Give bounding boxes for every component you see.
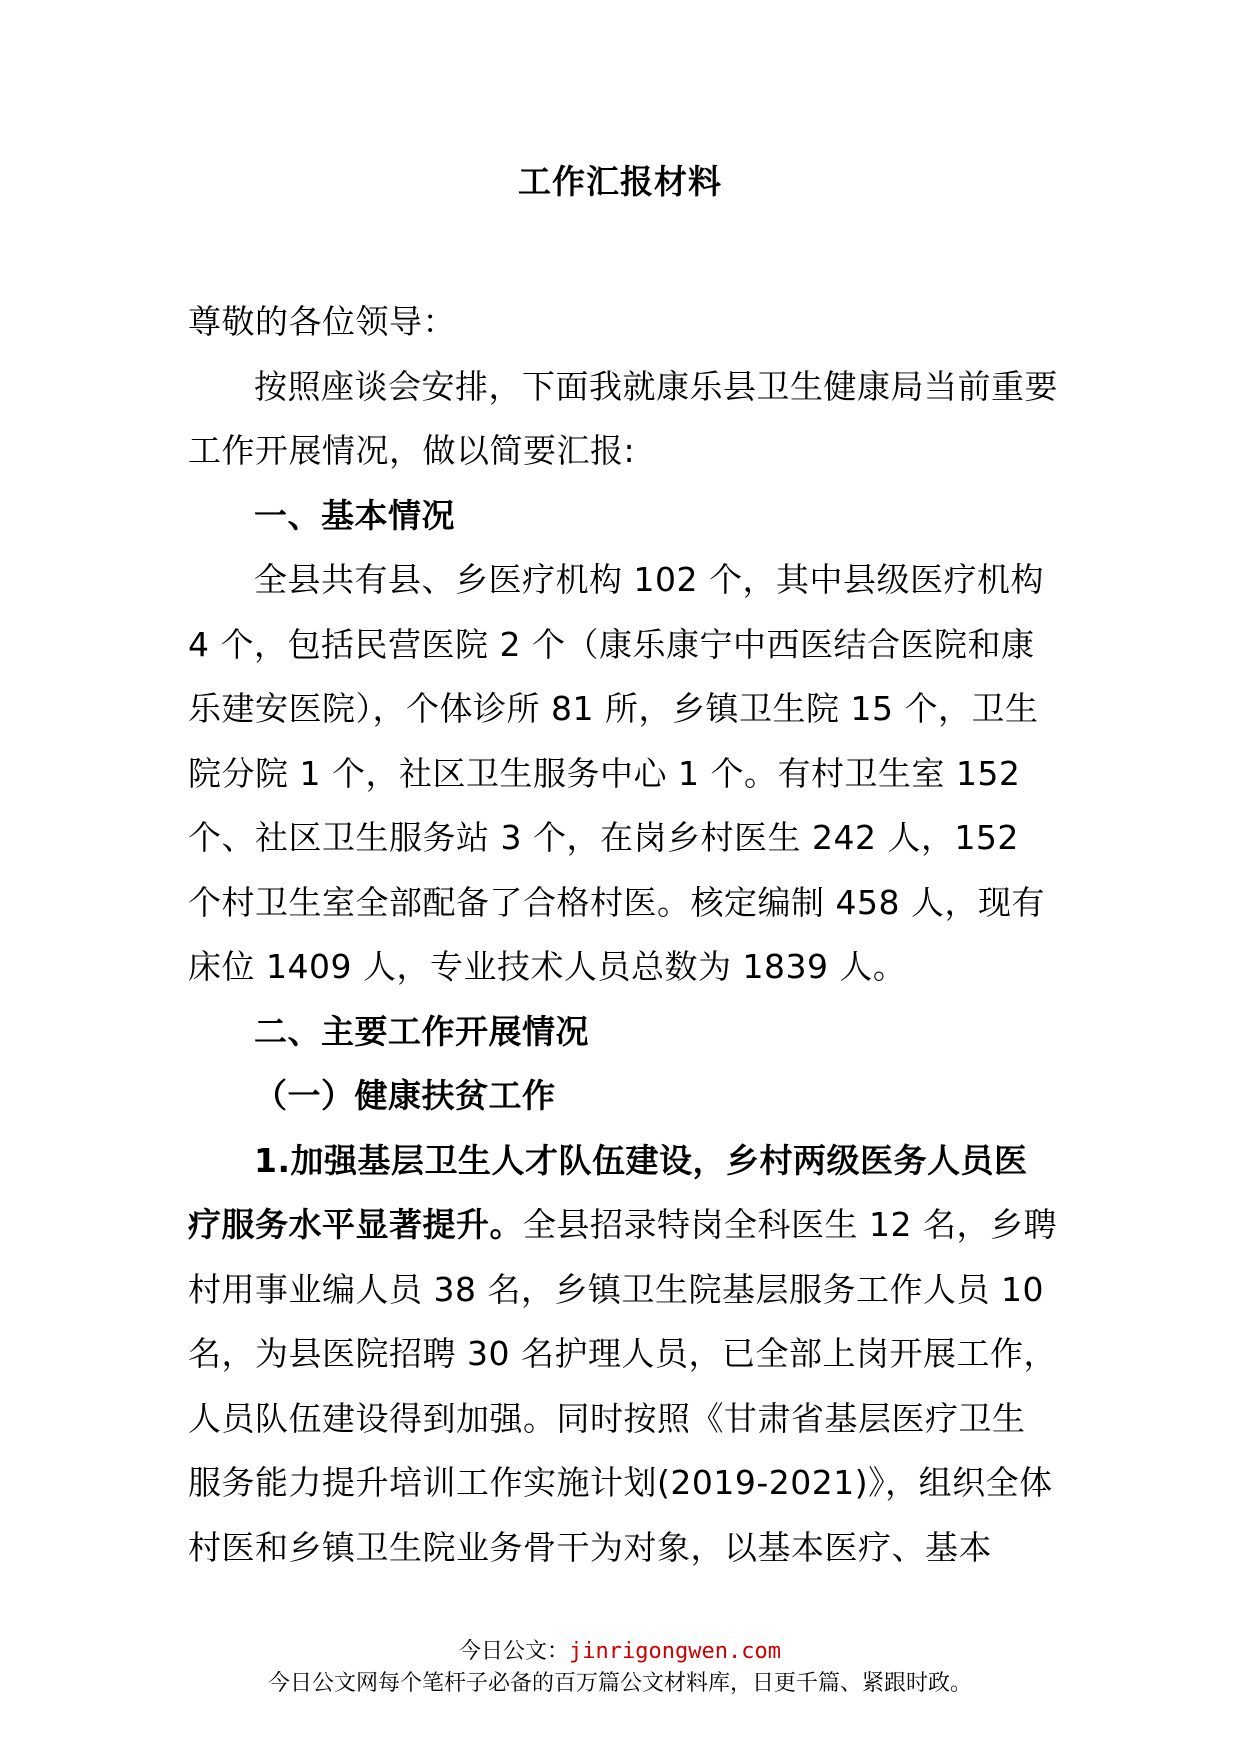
basic-situation-paragraph: 全县共有县、乡医疗机构 102 个，其中县级医疗机构 4 个，包括民营医院 2 个（康乐康宁中西医结合医院和康乐建安医院），个体诊所 81 所，乡镇卫生院 15 个，卫生院分院 1 个，社区卫生服务中心 1 个。有村卫生室 152 个、社区卫生服务站 3 个，在岗乡村医生 242 人，152 个村卫生室全部配备了合格村医。核定编制 458 人，现有床位 1409 人，专业技术人员总数为 1839 人。 bbox=[188, 560, 1045, 986]
footer-site-link[interactable]: jinrigongwen.com bbox=[569, 1639, 781, 1664]
item-1-paragraph bbox=[188, 1129, 1058, 1581]
footer-site-label: 今日公文： bbox=[459, 1639, 570, 1664]
intro-paragraph: 按照座谈会安排，下面我就康乐县卫生健康局当前重要工作开展情况，做以简要汇报: bbox=[188, 366, 1058, 470]
document-title: 工作汇报材料 bbox=[518, 162, 722, 201]
footer-slogan: 今日公文网每个笔杆子必备的百万篇公文材料库，日更千篇、紧跟时政。 bbox=[267, 1671, 972, 1696]
item-1-lead: 1.加强基层卫生人才队伍建设，乡村两级医务人员医疗服务水平显著提升。 bbox=[188, 1140, 1028, 1244]
footer-source bbox=[0, 1637, 1240, 1667]
document-body bbox=[188, 290, 1058, 1580]
section-heading-main-work: 二、主要工作开展情况 bbox=[254, 1011, 589, 1051]
subsection-heading-health-poverty: （一）健康扶贫工作 bbox=[254, 1076, 556, 1115]
section-heading-basic-situation: 一、基本情况 bbox=[254, 495, 455, 535]
salutation: 尊敬的各位领导： bbox=[188, 302, 456, 341]
item-1-body: 全县招录特岗全科医生 12 名，乡聘村用事业编人员 38 名，乡镇卫生院基层服务工作人员 10 名，为县医院招聘 30 名护理人员，已全部上岗开展工作，人员队伍建设得到加强。同时按照《甘肃省基层医疗卫生服务能力提升培训工作实施计划(2019-2021)》，组织全体村医和乡镇卫生院业务骨干为对象，以基本医疗、基本 bbox=[188, 1205, 1057, 1567]
